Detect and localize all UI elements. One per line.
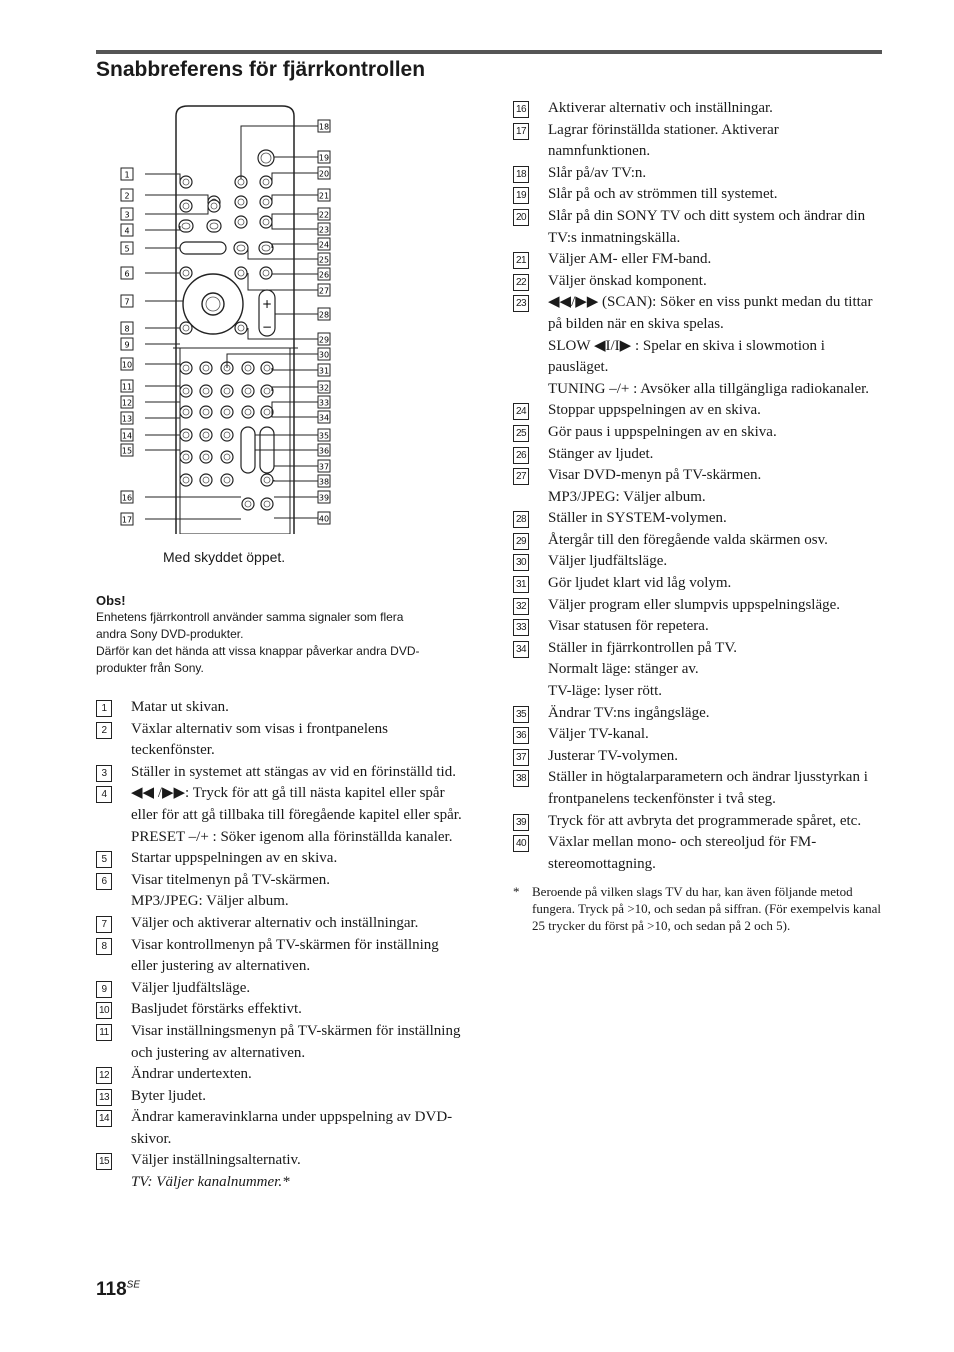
- callout-label: 39: [318, 493, 330, 503]
- callout-label: 19: [318, 153, 330, 163]
- remote-button: [200, 406, 212, 418]
- legend-items-right: [513, 98, 883, 875]
- legend-item: [96, 848, 468, 870]
- callout-number: 39: [513, 814, 529, 831]
- callout-label: 37: [318, 462, 330, 472]
- legend-text: TUNING –/+ : Avsöker alla tillgängliga radiokanaler.: [548, 380, 870, 397]
- callout-label: 4: [124, 226, 130, 236]
- callout-label: 2: [124, 191, 130, 201]
- remote-button: [261, 498, 273, 510]
- callout-leader-line: [274, 157, 318, 158]
- callout-number: 7: [96, 916, 112, 933]
- legend-item: [513, 551, 883, 573]
- legend-item: [513, 530, 883, 552]
- callout-leader-line: [248, 328, 318, 339]
- callout-number: 30: [513, 554, 529, 571]
- legend-item: [96, 999, 468, 1021]
- legend-item: [513, 163, 883, 185]
- callout-label: 36: [318, 446, 330, 456]
- legend-text: Visar DVD-menyn på TV-skärmen.: [548, 467, 762, 484]
- callout-label: 17: [121, 515, 133, 525]
- callout-leader-line: [248, 273, 318, 290]
- legend-item: [513, 573, 883, 595]
- callout-leader-line: [145, 386, 180, 391]
- footnote: [513, 883, 883, 934]
- remote-button: [261, 362, 273, 374]
- legend-text: Väljer TV-kanal.: [548, 726, 649, 743]
- legend-text: Väljer AM- eller FM-band.: [548, 251, 712, 268]
- note-line: andra Sony DVD-produkter.: [96, 627, 244, 641]
- page-title: Snabbreferens för fjärrkontrollen: [96, 58, 426, 81]
- remote-button: [180, 267, 192, 279]
- legend-text: Startar uppspelningen av en skiva.: [131, 850, 338, 867]
- volume-plus-icon: +: [261, 297, 273, 311]
- callout-label: 26: [318, 270, 330, 280]
- callout-number: 17: [513, 123, 529, 140]
- callout-number: 38: [513, 770, 529, 787]
- legend-text: Slår på/av TV:n.: [548, 164, 647, 181]
- callout-number: 8: [96, 938, 112, 955]
- callout-leader-line: [272, 368, 318, 370]
- callout-number: 14: [96, 1110, 112, 1127]
- remote-button: [221, 429, 233, 441]
- note-box: [96, 592, 466, 677]
- remote-button: [200, 429, 212, 441]
- callout-number: 2: [96, 722, 112, 739]
- legend-item: [513, 292, 883, 400]
- footnote-mark: *: [513, 884, 520, 900]
- legend-item: [513, 746, 883, 768]
- callout-number: 25: [513, 425, 529, 442]
- remote-button: [261, 474, 273, 486]
- callout-leader-line: [272, 412, 318, 417]
- legend-text: Tryck för att avbryta det programmerade spåret, etc.: [548, 812, 862, 829]
- legend-item: [513, 508, 883, 530]
- remote-button: [180, 429, 192, 441]
- footnote-text: Beroende på vilken slags TV du har, kan även följande metod fungera. Tryck på >10, och sedan på siffran. (För exempelvis kanal 25 trycker du först på >10, och sedan på 2 och 5).: [532, 884, 881, 934]
- callout-leader-line: [241, 126, 318, 179]
- callout-label: 13: [121, 414, 133, 424]
- remote-button: [180, 406, 192, 418]
- remote-button: [261, 406, 273, 418]
- callout-number: 16: [513, 101, 529, 118]
- remote-button: [200, 385, 212, 397]
- callout-number: 33: [513, 619, 529, 636]
- remote-button: [180, 385, 192, 397]
- remote-button: [242, 498, 254, 510]
- remote-button: [221, 406, 233, 418]
- callout-leader-line: [145, 226, 180, 230]
- legend-text: MP3/JPEG: Väljer album.: [131, 893, 289, 910]
- note-title: Obs!: [96, 593, 126, 608]
- callout-number: 24: [513, 403, 529, 420]
- legend-text: Väljer program eller slumpvis uppspelningsläge.: [548, 596, 841, 613]
- callout-leader-line: [272, 222, 318, 229]
- legend-text: Justerar TV-volymen.: [548, 747, 678, 764]
- remote-button: [180, 474, 192, 486]
- callout-number: 21: [513, 252, 529, 269]
- legend-item: [513, 184, 883, 206]
- legend-item: [513, 638, 883, 703]
- callout-number: 4: [96, 786, 112, 803]
- remote-button: [207, 220, 221, 232]
- callout-leader-line: [272, 195, 318, 202]
- remote-button: [235, 267, 247, 279]
- page-number-value: 118: [96, 1279, 127, 1300]
- legend-text: Väljer inställningsalternativ.: [131, 1152, 301, 1169]
- legend-item: [96, 1064, 468, 1086]
- callout-label: 23: [318, 225, 330, 235]
- callout-label: 14: [121, 431, 133, 441]
- callout-number: 19: [513, 187, 529, 204]
- callout-number: 20: [513, 209, 529, 226]
- callout-number: 3: [96, 765, 112, 782]
- callout-label: 12: [121, 398, 133, 408]
- remote-button: [180, 200, 192, 212]
- legend-text: Väljer och aktiverar alternativ och inställningar.: [131, 914, 419, 931]
- legend-text: Byter ljudet.: [131, 1087, 206, 1104]
- callout-number: 6: [96, 873, 112, 890]
- legend-text-italic: TV: Väljer kanalnummer.*: [131, 1174, 290, 1191]
- callout-leader-line: [272, 273, 318, 274]
- legend-text: MP3/JPEG: Väljer album.: [548, 488, 706, 505]
- legend-item: [96, 1107, 468, 1150]
- remote-button: [260, 267, 272, 279]
- legend-item: [96, 783, 468, 848]
- legend-item: [513, 120, 883, 163]
- callout-number: 29: [513, 533, 529, 550]
- legend-text: Aktiverar alternativ och inställningar.: [548, 100, 773, 116]
- callout-leader-line: [275, 313, 318, 314]
- remote-button: [260, 216, 272, 228]
- legend-item: [513, 616, 883, 638]
- legend-text: Stoppar uppspelningen av en skiva.: [548, 402, 761, 419]
- callout-number: 23: [513, 295, 529, 312]
- callout-leader-line: [272, 244, 318, 248]
- callout-label: 35: [318, 431, 330, 441]
- callout-label: 1: [124, 170, 130, 180]
- legend-text: Gör ljudet klart vid låg volym.: [548, 575, 732, 592]
- callout-number: 5: [96, 851, 112, 868]
- callout-label: 27: [318, 286, 330, 296]
- legend-item: [513, 98, 883, 120]
- legend-text: ◀◀ /▶▶: Tryck för att gå till nästa kapitel eller spår eller för att gå tillbaka till föregående kapitel eller spår.: [131, 785, 462, 823]
- callout-label: 11: [121, 382, 133, 392]
- legend-item: [513, 724, 883, 746]
- legend-item: [513, 767, 883, 810]
- callout-label: 6: [124, 269, 130, 279]
- remote-button: [221, 385, 233, 397]
- legend-text: Ställer in fjärrkontrollen på TV.: [548, 639, 737, 656]
- callout-number: 36: [513, 727, 529, 744]
- callout-number: 26: [513, 447, 529, 464]
- legend-item: [513, 249, 883, 271]
- legend-text: Ställer in SYSTEM-volymen.: [548, 510, 727, 527]
- legend-text: Visar titelmenyn på TV-skärmen.: [131, 871, 331, 888]
- enter-button: [202, 293, 224, 315]
- callout-leader-line: [272, 387, 318, 391]
- remote-button: [208, 200, 220, 212]
- callout-label: 3: [124, 210, 130, 220]
- callout-number: 22: [513, 274, 529, 291]
- remote-button: [260, 196, 272, 208]
- note-line: Enhetens fjärrkontroll använder samma signaler som flera: [96, 610, 404, 624]
- callout-number: 34: [513, 641, 529, 658]
- page-number-suffix: SE: [126, 1279, 140, 1291]
- remote-button: [221, 474, 233, 486]
- legend-text: PRESET –/+ : Söker igenom alla förinställda kanaler.: [131, 828, 453, 845]
- remote-button: [180, 176, 192, 188]
- callout-label: 25: [318, 255, 330, 265]
- legend-item: [96, 978, 468, 1000]
- legend-text: Väljer önskad komponent.: [548, 272, 707, 289]
- callout-label: 7: [124, 297, 130, 307]
- callout-label: 10: [121, 360, 133, 370]
- callout-number: 15: [96, 1153, 112, 1170]
- callout-leader-line: [145, 412, 180, 418]
- legend-item: [513, 703, 883, 725]
- legend-item: [96, 1021, 468, 1064]
- callout-label: 31: [318, 366, 330, 376]
- remote-button: [200, 474, 212, 486]
- callout-number: 13: [96, 1089, 112, 1106]
- callout-leader-line: [145, 301, 183, 304]
- callout-number: 18: [513, 166, 529, 183]
- callout-leader-line: [145, 174, 180, 182]
- legend-text: Växlar alternativ som visas i frontpanelens teckenfönster.: [131, 720, 389, 759]
- callout-label: 24: [318, 240, 330, 250]
- legend-text: Återgår till den föregående valda skärmen osv.: [548, 531, 828, 548]
- callout-leader-line: [274, 480, 318, 481]
- callout-label: 18: [318, 122, 330, 132]
- callout-number: 40: [513, 835, 529, 852]
- callout-label: 29: [318, 335, 330, 345]
- legend-text: Slår på och av strömmen till systemet.: [548, 186, 778, 203]
- legend-text: Basljudet förstärks effektivt.: [131, 1001, 302, 1018]
- legend-item: [96, 762, 468, 784]
- callout-label: 40: [318, 514, 330, 524]
- legend-item: [96, 870, 468, 913]
- page-number: [96, 1279, 140, 1301]
- callout-number: 35: [513, 706, 529, 723]
- callout-label: 38: [318, 477, 330, 487]
- remote-button: [259, 242, 273, 254]
- legend-text: Ställer in högtalarparametern och ändrar ljusstyrkan i frontpanelens teckenfönster i två steg.: [548, 769, 868, 807]
- callout-leader-line: [272, 214, 318, 222]
- legend-text: Ställer in systemet att stängas av vid en förinställd tid.: [131, 763, 456, 780]
- remote-button: [235, 196, 247, 208]
- legend-text: Gör paus i uppspelningen av en skiva.: [548, 423, 777, 440]
- legend-text: Visar kontrollmenyn på TV-skärmen för inställning eller justering av alternativen.: [131, 936, 439, 975]
- callout-label: 15: [121, 446, 133, 456]
- callout-label: 28: [318, 310, 330, 320]
- legend-item: [513, 444, 883, 466]
- remote-button: [179, 220, 193, 232]
- callout-label: 8: [124, 324, 130, 334]
- legend-item: [513, 422, 883, 444]
- legend-list-left: [96, 697, 468, 1194]
- legend-text: Väljer ljudfältsläge.: [548, 553, 668, 570]
- legend-text: Visar statusen för repetera.: [548, 618, 709, 635]
- play-button: [180, 242, 226, 254]
- legend-item: [96, 935, 468, 978]
- callout-leader-line: [272, 173, 318, 182]
- callout-number: 28: [513, 511, 529, 528]
- legend-text: TV-läge: lyser rött.: [548, 683, 663, 700]
- remote-button: [234, 242, 248, 254]
- legend-text: Stänger av ljudet.: [548, 445, 654, 462]
- remote-button: [180, 322, 192, 334]
- callout-leader-line: [248, 248, 318, 259]
- legend-item: [96, 697, 468, 719]
- remote-button: [260, 176, 272, 188]
- remote-button: [242, 362, 254, 374]
- remote-button: [180, 451, 192, 463]
- top-rule: [96, 50, 882, 54]
- callout-leader-line: [272, 402, 318, 412]
- remote-button: [261, 385, 273, 397]
- legend-text: ◀◀/▶▶ (SCAN): Söker en viss punkt medan du tittar på bilden när en skiva spelas.: [548, 294, 873, 332]
- remote-button: [200, 362, 212, 374]
- callout-number: 37: [513, 749, 529, 766]
- legend-text: Ändrar TV:ns ingångsläge.: [548, 704, 710, 721]
- callout-label: 16: [121, 493, 133, 503]
- callout-number: 1: [96, 700, 112, 717]
- remote-button: [235, 216, 247, 228]
- legend-item: [96, 1086, 468, 1108]
- callout-label: 20: [318, 169, 330, 179]
- callout-number: 12: [96, 1067, 112, 1084]
- remote-control-figure: [96, 104, 466, 534]
- legend-item: [513, 400, 883, 422]
- legend-text: Lagrar förinställda stationer. Aktiverar namnfunktionen.: [548, 121, 779, 160]
- legend-item: [513, 271, 883, 293]
- callout-number: 10: [96, 1002, 112, 1019]
- remote-button: [235, 322, 247, 334]
- callout-label: 32: [318, 383, 330, 393]
- legend-item: [96, 719, 468, 762]
- legend-text: Slår på din SONY TV och ditt system och ändrar din TV:s inmatningskälla.: [548, 207, 866, 246]
- legend-item: [513, 832, 883, 875]
- callout-leader-line: [145, 450, 180, 457]
- legend-item: [513, 811, 883, 833]
- legend-text: Ändrar undertexten.: [131, 1066, 252, 1083]
- callout-label: 9: [124, 340, 130, 350]
- callout-label: 22: [318, 210, 330, 220]
- legend-text: Normalt läge: stänger av.: [548, 661, 699, 678]
- remote-button: [200, 451, 212, 463]
- power-button: [258, 150, 274, 166]
- legend-item: [513, 206, 883, 249]
- volume-minus-icon: −: [261, 320, 273, 334]
- legend-item: [513, 465, 883, 508]
- legend-text: Ändrar kameravinklarna under uppspelning av DVD-skivor.: [131, 1109, 453, 1147]
- legend-text: Växlar mellan mono- och stereoljud för FM-stereomottagning.: [548, 834, 817, 872]
- legend-text: SLOW ◀I/I▶ : Spelar en skiva i slowmotion i pausläget.: [548, 337, 825, 376]
- callout-number: 9: [96, 981, 112, 998]
- callout-number: 32: [513, 598, 529, 615]
- callout-label: 30: [318, 350, 330, 360]
- callout-label: 34: [318, 413, 330, 423]
- callout-label: 5: [124, 244, 130, 254]
- legend-item: [96, 1150, 468, 1193]
- callout-number: 31: [513, 576, 529, 593]
- remote-button: [221, 451, 233, 463]
- figure-caption: Med skyddet öppet.: [163, 549, 286, 565]
- remote-button: [180, 362, 192, 374]
- legend-item: [513, 595, 883, 617]
- callout-number: 27: [513, 468, 529, 485]
- callout-number: 11: [96, 1024, 112, 1041]
- legend-text: Väljer ljudfältsläge.: [131, 979, 251, 996]
- legend-text: Matar ut skivan.: [131, 699, 229, 715]
- remote-control-illustration: [96, 104, 466, 534]
- callout-label: 21: [318, 191, 330, 201]
- remote-button: [242, 385, 254, 397]
- callout-label: 33: [318, 398, 330, 408]
- tv-channel-rocker: [241, 427, 255, 473]
- note-line: produkter från Sony.: [96, 661, 204, 675]
- legend-list-right: [513, 98, 883, 934]
- legend-item: [96, 913, 468, 935]
- remote-button: [242, 406, 254, 418]
- legend-text: Visar inställningsmenyn på TV-skärmen för inställning och justering av alternativen.: [131, 1022, 461, 1061]
- note-line: Därför kan det hända att vissa knappar påverkar andra DVD-: [96, 644, 420, 658]
